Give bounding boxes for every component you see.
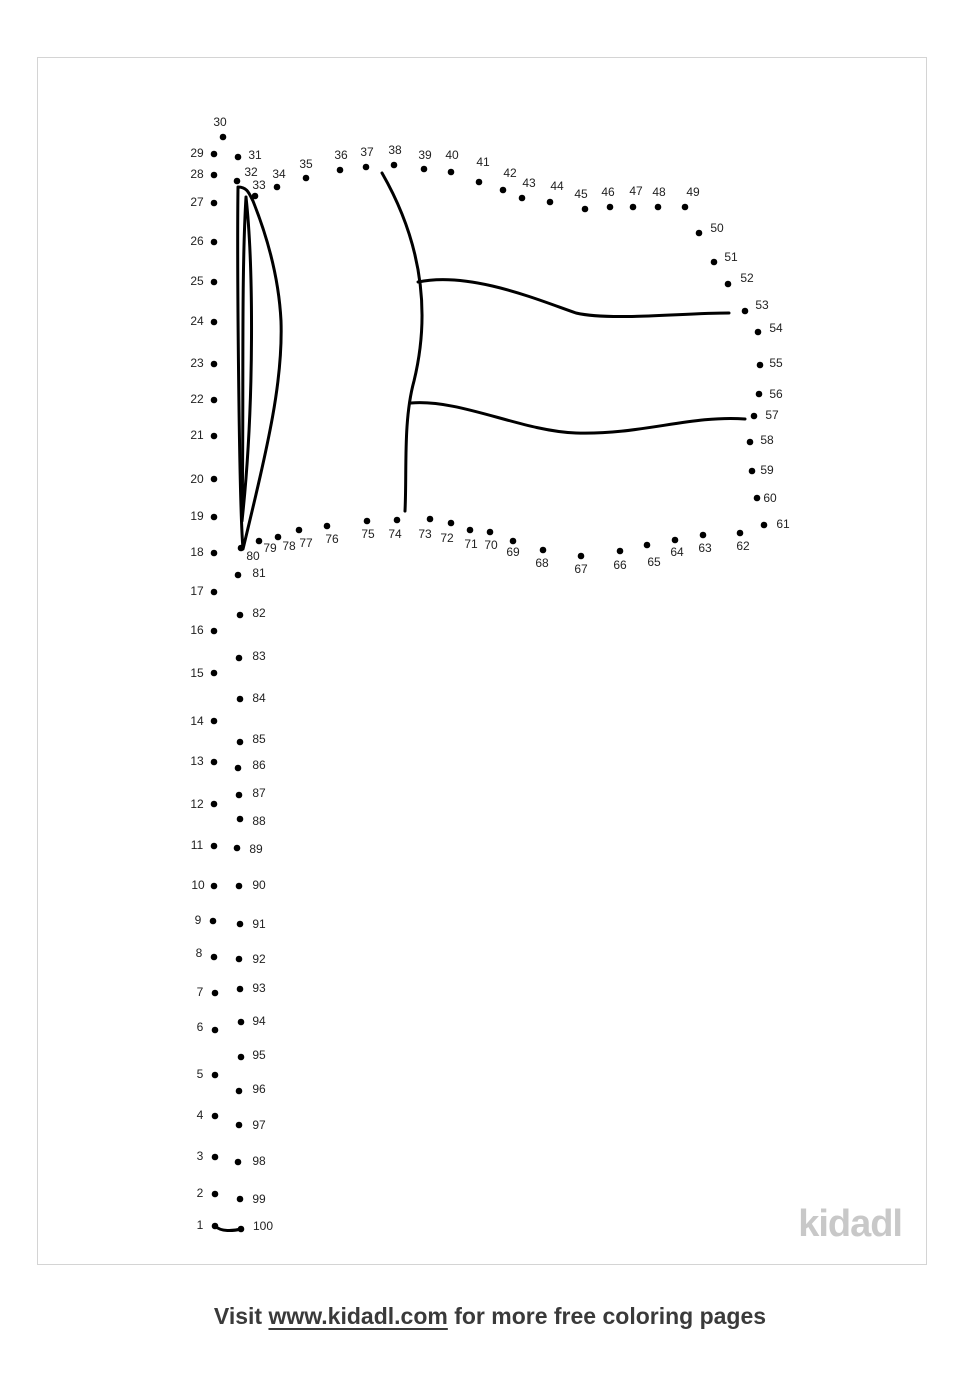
dot-18 <box>211 550 218 557</box>
dot-75 <box>364 518 371 525</box>
dot-84 <box>237 696 244 703</box>
dot-number-label: 20 <box>190 472 204 487</box>
dot-number-label: 71 <box>464 537 478 552</box>
dot-number-label: 88 <box>252 814 266 829</box>
dot-48 <box>655 204 662 211</box>
dot-26 <box>211 239 218 246</box>
worksheet-frame <box>37 57 927 1265</box>
dot-number-label: 3 <box>196 1149 204 1164</box>
dot-number-label: 79 <box>263 541 277 556</box>
dot-57 <box>751 413 758 420</box>
dot-number-label: 65 <box>647 555 661 570</box>
dot-35 <box>303 175 310 182</box>
dot-4 <box>212 1113 219 1120</box>
dot-29 <box>211 151 218 158</box>
footer-caption <box>0 1303 980 1330</box>
dot-9 <box>210 918 217 925</box>
dot-number-label: 11 <box>190 838 204 853</box>
dot-11 <box>211 843 218 850</box>
dot-number-label: 81 <box>252 566 266 581</box>
dot-number-label: 72 <box>440 531 454 546</box>
dot-37 <box>363 164 370 171</box>
dot-number-label: 60 <box>763 491 777 506</box>
dot-number-label: 49 <box>686 185 700 200</box>
dot-number-label: 69 <box>506 545 520 560</box>
dot-10 <box>211 883 218 890</box>
dot-86 <box>235 765 242 772</box>
dot-number-label: 34 <box>272 167 286 182</box>
dot-number-label: 22 <box>190 392 204 407</box>
flag-lower-wave-stroke <box>411 403 745 433</box>
kidadl-link[interactable]: www.kidadl.com <box>268 1303 448 1329</box>
dot-13 <box>211 759 218 766</box>
dot-number-label: 35 <box>299 157 313 172</box>
dot-5 <box>212 1072 219 1079</box>
dot-number-label: 95 <box>252 1048 266 1063</box>
dot-number-label: 28 <box>190 167 204 182</box>
dot-number-label: 59 <box>760 463 774 478</box>
dot-number-label: 41 <box>476 155 490 170</box>
dot-38 <box>391 162 398 169</box>
dot-12 <box>211 801 218 808</box>
dot-number-label: 21 <box>190 428 204 443</box>
dot-number-label: 43 <box>522 176 536 191</box>
dot-28 <box>211 172 218 179</box>
dot-19 <box>211 514 218 521</box>
dot-number-label: 17 <box>190 584 204 599</box>
dot-69 <box>510 538 517 545</box>
dot-number-label: 51 <box>724 250 738 265</box>
dot-number-label: 78 <box>282 539 296 554</box>
dot-73 <box>427 516 434 523</box>
dot-15 <box>211 670 218 677</box>
dot-number-label: 64 <box>670 545 684 560</box>
dot-21 <box>211 433 218 440</box>
dot-number-label: 86 <box>252 758 266 773</box>
dot-80 <box>238 545 245 552</box>
dot-98 <box>235 1159 242 1166</box>
dot-6 <box>212 1027 219 1034</box>
dot-number-label: 12 <box>190 797 204 812</box>
dot-number-label: 54 <box>769 321 783 336</box>
dot-99 <box>237 1196 244 1203</box>
dot-34 <box>274 184 281 191</box>
dot-65 <box>644 542 651 549</box>
dot-61 <box>761 522 768 529</box>
dot-47 <box>630 204 637 211</box>
dot-number-label: 26 <box>190 234 204 249</box>
dot-49 <box>682 204 689 211</box>
dot-95 <box>238 1054 245 1061</box>
dot-14 <box>211 718 218 725</box>
dot-81 <box>235 572 242 579</box>
dot-17 <box>211 589 218 596</box>
dot-number-label: 2 <box>196 1186 204 1201</box>
dot-54 <box>755 329 762 336</box>
dot-number-label: 74 <box>388 527 402 542</box>
dot-to-dot-drawing <box>38 58 928 1266</box>
dot-number-label: 25 <box>190 274 204 289</box>
dot-22 <box>211 397 218 404</box>
dot-39 <box>421 166 428 173</box>
dot-number-label: 37 <box>360 145 374 160</box>
dot-number-label: 23 <box>190 356 204 371</box>
dot-number-label: 67 <box>574 562 588 577</box>
dot-46 <box>607 204 614 211</box>
dot-33 <box>252 193 259 200</box>
dot-number-label: 62 <box>736 539 750 554</box>
dot-32 <box>234 178 241 185</box>
dot-93 <box>237 986 244 993</box>
dot-55 <box>757 362 764 369</box>
dot-79 <box>256 538 263 545</box>
dot-number-label: 58 <box>760 433 774 448</box>
dot-number-label: 14 <box>190 714 204 729</box>
dot-number-label: 10 <box>191 878 205 893</box>
dot-number-label: 98 <box>252 1154 266 1169</box>
dot-number-label: 5 <box>196 1067 204 1082</box>
dot-56 <box>756 391 763 398</box>
dot-90 <box>236 883 243 890</box>
dot-number-label: 56 <box>769 387 783 402</box>
dot-8 <box>211 954 218 961</box>
dot-number-label: 36 <box>334 148 348 163</box>
dot-number-label: 99 <box>252 1192 266 1207</box>
dot-number-label: 63 <box>698 541 712 556</box>
dot-44 <box>547 199 554 206</box>
dot-2 <box>212 1191 219 1198</box>
flag-crease-stroke <box>382 173 422 511</box>
pole-inner-stroke <box>242 197 252 521</box>
dot-number-label: 87 <box>252 786 266 801</box>
dot-number-label: 31 <box>248 148 262 163</box>
dot-number-label: 75 <box>361 527 375 542</box>
flag-upper-wave-stroke <box>418 280 729 317</box>
dot-89 <box>234 845 241 852</box>
dot-number-label: 8 <box>195 946 203 961</box>
dot-67 <box>578 553 585 560</box>
dot-number-label: 57 <box>765 408 779 423</box>
dot-number-label: 9 <box>194 913 202 928</box>
dot-number-label: 84 <box>252 691 266 706</box>
dot-number-label: 7 <box>196 985 204 1000</box>
dot-number-label: 18 <box>190 545 204 560</box>
kidadl-logo: kidadl <box>798 1203 902 1245</box>
dot-40 <box>448 169 455 176</box>
dot-59 <box>749 468 756 475</box>
dot-1 <box>212 1223 219 1230</box>
dot-62 <box>737 530 744 537</box>
dot-number-label: 29 <box>190 146 204 161</box>
dot-number-label: 70 <box>484 538 498 553</box>
dot-number-label: 85 <box>252 732 266 747</box>
dot-88 <box>237 816 244 823</box>
dot-number-label: 90 <box>252 878 266 893</box>
dot-number-label: 73 <box>418 527 432 542</box>
dot-number-label: 42 <box>503 166 517 181</box>
dot-72 <box>448 520 455 527</box>
dot-number-label: 38 <box>388 143 402 158</box>
dot-number-label: 77 <box>299 536 313 551</box>
dot-25 <box>211 279 218 286</box>
dot-number-label: 6 <box>196 1020 204 1035</box>
dot-94 <box>238 1019 245 1026</box>
dot-100 <box>238 1226 245 1233</box>
dot-number-label: 32 <box>244 165 258 180</box>
dot-number-label: 40 <box>445 148 459 163</box>
dot-96 <box>236 1088 243 1095</box>
dot-45 <box>582 206 589 213</box>
bottom-hook-stroke <box>215 1226 241 1231</box>
dot-43 <box>519 195 526 202</box>
dot-78 <box>275 534 282 541</box>
dot-number-label: 45 <box>574 187 588 202</box>
dot-31 <box>235 154 242 161</box>
dot-92 <box>236 956 243 963</box>
dot-70 <box>487 529 494 536</box>
dot-53 <box>742 308 749 315</box>
dot-number-label: 80 <box>246 549 260 564</box>
dot-16 <box>211 628 218 635</box>
dot-number-label: 53 <box>755 298 769 313</box>
dot-number-label: 1 <box>196 1218 204 1233</box>
dot-42 <box>500 187 507 194</box>
dot-number-label: 13 <box>190 754 204 769</box>
dot-number-label: 61 <box>776 517 790 532</box>
dot-30 <box>220 134 227 141</box>
dot-number-label: 4 <box>196 1108 204 1123</box>
dot-64 <box>672 537 679 544</box>
dot-number-label: 100 <box>252 1219 274 1234</box>
dot-50 <box>696 230 703 237</box>
dot-number-label: 16 <box>190 623 204 638</box>
dot-number-label: 46 <box>601 185 615 200</box>
dot-3 <box>212 1154 219 1161</box>
dot-23 <box>211 361 218 368</box>
dot-58 <box>747 439 754 446</box>
dot-77 <box>296 527 303 534</box>
dot-number-label: 68 <box>535 556 549 571</box>
dot-number-label: 52 <box>740 271 754 286</box>
dot-24 <box>211 319 218 326</box>
dot-36 <box>337 167 344 174</box>
dot-number-label: 27 <box>190 195 204 210</box>
dot-number-label: 93 <box>252 981 266 996</box>
dot-number-label: 89 <box>249 842 263 857</box>
dot-97 <box>236 1122 243 1129</box>
dot-number-label: 44 <box>550 179 564 194</box>
dot-number-label: 48 <box>652 185 666 200</box>
dot-number-label: 24 <box>190 314 204 329</box>
dot-number-label: 55 <box>769 356 783 371</box>
footer-suffix: for more free coloring pages <box>447 1303 767 1329</box>
dot-52 <box>725 281 732 288</box>
dot-91 <box>237 921 244 928</box>
dot-number-label: 94 <box>252 1014 266 1029</box>
footer-prefix: Visit <box>213 1303 269 1329</box>
dot-83 <box>236 655 243 662</box>
dot-number-label: 30 <box>213 115 227 130</box>
dot-number-label: 39 <box>418 148 432 163</box>
dot-number-label: 66 <box>613 558 627 573</box>
dot-number-label: 76 <box>325 532 339 547</box>
dot-60 <box>754 495 761 502</box>
dot-20 <box>211 476 218 483</box>
dot-71 <box>467 527 474 534</box>
dot-number-label: 47 <box>629 184 643 199</box>
dot-66 <box>617 548 624 555</box>
dot-number-label: 15 <box>190 666 204 681</box>
dot-41 <box>476 179 483 186</box>
dot-number-label: 50 <box>710 221 724 236</box>
dot-number-label: 33 <box>252 178 266 193</box>
dot-27 <box>211 200 218 207</box>
dot-51 <box>711 259 718 266</box>
dot-74 <box>394 517 401 524</box>
dot-number-label: 97 <box>252 1118 266 1133</box>
dot-68 <box>540 547 547 554</box>
dot-number-label: 19 <box>190 509 204 524</box>
dot-number-label: 91 <box>252 917 266 932</box>
dot-85 <box>237 739 244 746</box>
dot-number-label: 96 <box>252 1082 266 1097</box>
dot-87 <box>236 792 243 799</box>
dot-number-label: 82 <box>252 606 266 621</box>
dot-63 <box>700 532 707 539</box>
dot-number-label: 92 <box>252 952 266 967</box>
dot-76 <box>324 523 331 530</box>
dot-number-label: 83 <box>252 649 266 664</box>
dot-82 <box>237 612 244 619</box>
dot-7 <box>212 990 219 997</box>
